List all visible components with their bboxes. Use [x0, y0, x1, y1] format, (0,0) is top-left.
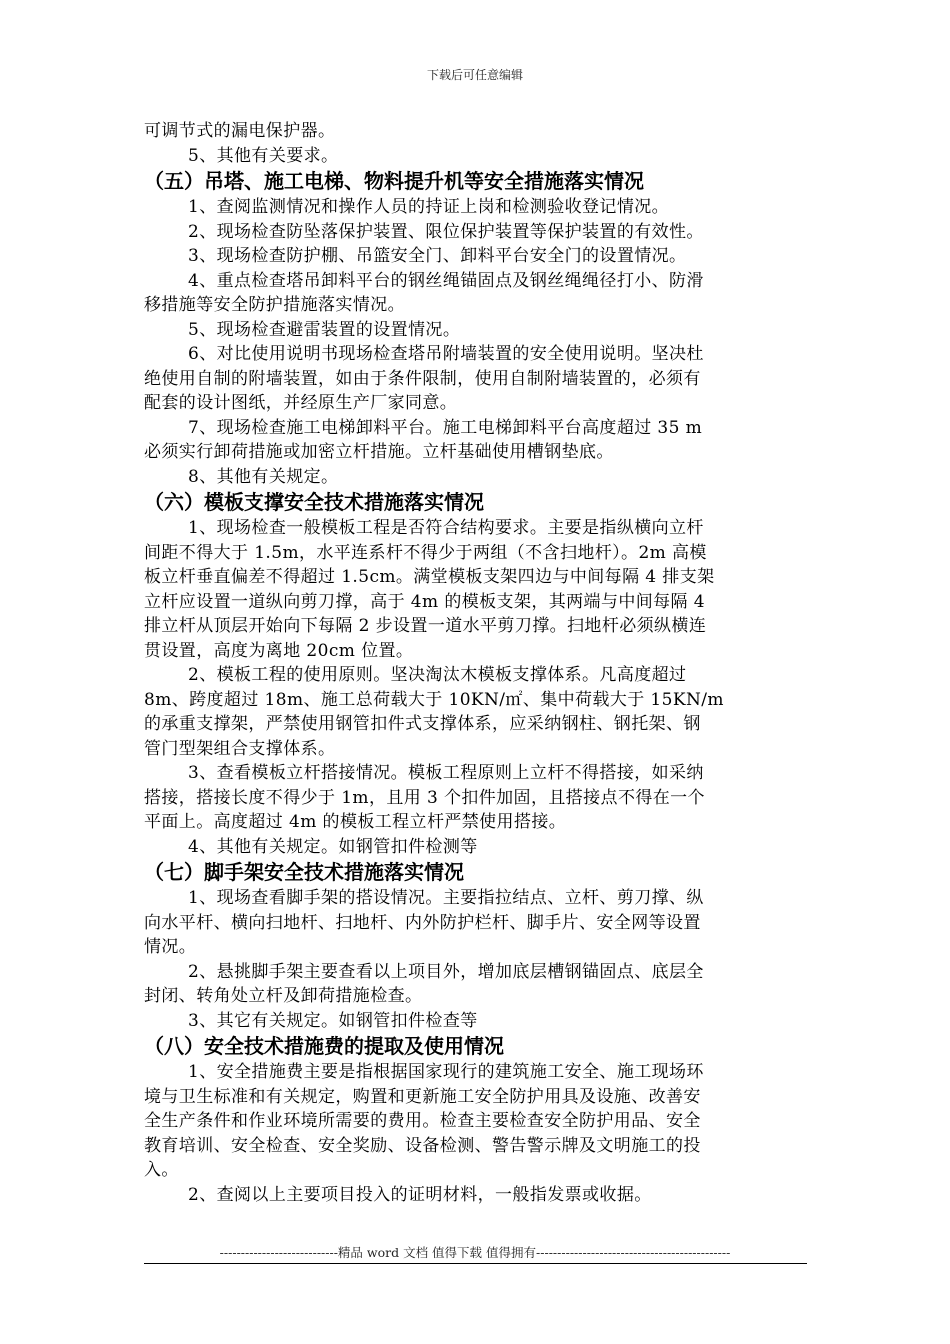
- body-line: 境与卫生标准和有关规定，购置和更新施工安全防护用具及设施、改善安: [144, 1086, 701, 1107]
- body-line: 4、重点检查塔吊卸料平台的钢丝绳锚固点及钢丝绳绳径打小、防滑: [188, 270, 704, 291]
- body-line: 8m、跨度超过 18m、施工总荷载大于 10KN/㎡、集中荷载大于 15KN/m: [144, 689, 724, 710]
- body-line: 必须实行卸荷措施或加密立杆措施。立杆基础使用槽钢垫底。: [144, 442, 614, 462]
- body-line: 2、查阅以上主要项目投入的证明材料，一般指发票或收据。: [188, 1184, 652, 1205]
- body-line: 1、安全措施费主要是指根据国家现行的建筑施工安全、施工现场环: [188, 1062, 704, 1082]
- body-line: 全生产条件和作业环境所需要的费用。检查主要检查安全防护用品、安全: [144, 1111, 701, 1131]
- page-footer: ----------------------------精品 word 文档 值得下载 值得拥有----------------------------------------------: [219, 1245, 731, 1260]
- body-line: 排立杆从顶层开始向下每隔 2 步设置一道水平剪刀撑。扫地杆必须纵横连: [144, 616, 707, 636]
- body-line: 可调节式的漏电保护器。: [144, 121, 336, 141]
- body-line: 2、悬挑脚手架主要查看以上项目外，增加底层槽钢锚固点、底层全: [188, 961, 704, 982]
- body-line: 贯设置，高度为离地 20cm 位置。: [144, 640, 414, 661]
- body-line: 6、对比使用说明书现场检查塔吊附墙装置的安全使用说明。坚决杜: [188, 344, 704, 364]
- body-line: 配套的设计图纸，并经原生产厂家同意。: [144, 393, 458, 413]
- section-heading-5: （五）吊塔、施工电梯、物料提升机等安全措施落实情况: [144, 169, 644, 193]
- body-line: 平面上。高度超过 4m 的模板工程立杆严禁使用搭接。: [144, 812, 567, 832]
- document-body: [144, 119, 808, 1207]
- body-line: 2、模板工程的使用原则。坚决淘汰木模板支撑体系。凡高度超过: [188, 665, 687, 685]
- body-line: 入。: [144, 1160, 179, 1180]
- body-line: 搭接，搭接长度不得少于 1m，且用 3 个扣件加固，且搭接点不得在一个: [144, 787, 705, 808]
- section-heading-8: （八）安全技术措施费的提取及使用情况: [144, 1034, 504, 1058]
- body-line: 教育培训、安全检查、安全奖励、设备检测、警告警示牌及文明施工的投: [144, 1135, 701, 1156]
- section-heading-6: （六）模板支撑安全技术措施落实情况: [144, 490, 484, 514]
- body-line: 1、现场检查一般模板工程是否符合结构要求。主要是指纵横向立杆: [188, 518, 704, 538]
- body-line: 间距不得大于 1.5m，水平连系杆不得少于两组（不含扫地杆）。2m 高模: [144, 542, 707, 563]
- body-line: 1、查阅监测情况和操作人员的持证上岗和检测验收登记情况。: [188, 197, 670, 217]
- section-heading-7: （七）脚手架安全技术措施落实情况: [144, 860, 464, 884]
- body-line: 3、现场检查防护棚、吊篮安全门、卸料平台安全门的设置情况。: [188, 246, 687, 266]
- body-line: 7、现场检查施工电梯卸料平台。施工电梯卸料平台高度超过 35 m: [188, 417, 703, 438]
- body-line: 1、现场查看脚手架的搭设情况。主要指拉结点、立杆、剪刀撑、纵: [188, 888, 704, 908]
- body-line: 3、查看模板立杆搭接情况。模板工程原则上立杆不得搭接，如采纳: [188, 763, 704, 783]
- body-line: 板立杆垂直偏差不得超过 1.5cm。满堂模板支架四边与中间每隔 4 排支架: [144, 567, 715, 587]
- body-line: 封闭、转角处立杆及卸荷措施检查。: [144, 986, 423, 1006]
- body-line: 5、现场检查避雷装置的设置情况。: [188, 319, 461, 340]
- body-line: 移措施等安全防护措施落实情况。: [144, 295, 405, 315]
- body-line: 立杆应设置一道纵向剪刀撑，高于 4m 的模板支架，其两端与中间每隔 4: [144, 591, 705, 612]
- page-header: 下载后可任意编辑: [426, 68, 523, 82]
- body-line: 2、现场检查防坠落保护装置、限位保护装置等保护装置的有效性。: [188, 221, 704, 242]
- body-line: 管门型架组合支撑体系。: [144, 738, 336, 759]
- body-line: 的承重支撑架，严禁使用钢管扣件式支撑体系，应采纳钢柱、钢托架、钢: [144, 714, 701, 734]
- footer-divider: [144, 1263, 807, 1264]
- body-line: 3、其它有关规定。如钢管扣件检查等: [188, 1010, 478, 1031]
- body-line: 8、其他有关规定。: [188, 466, 339, 487]
- body-line: 情况。: [144, 937, 197, 957]
- body-line: 5、其他有关要求。: [188, 145, 339, 166]
- body-line: 向水平杆、横向扫地杆、扫地杆、内外防护栏杆、脚手片、安全网等设置: [144, 912, 701, 933]
- body-line: 绝使用自制的附墙装置，如由于条件限制，使用自制附墙装置的，必须有: [144, 368, 701, 389]
- body-line: 4、其他有关规定。如钢管扣件检测等: [188, 836, 478, 857]
